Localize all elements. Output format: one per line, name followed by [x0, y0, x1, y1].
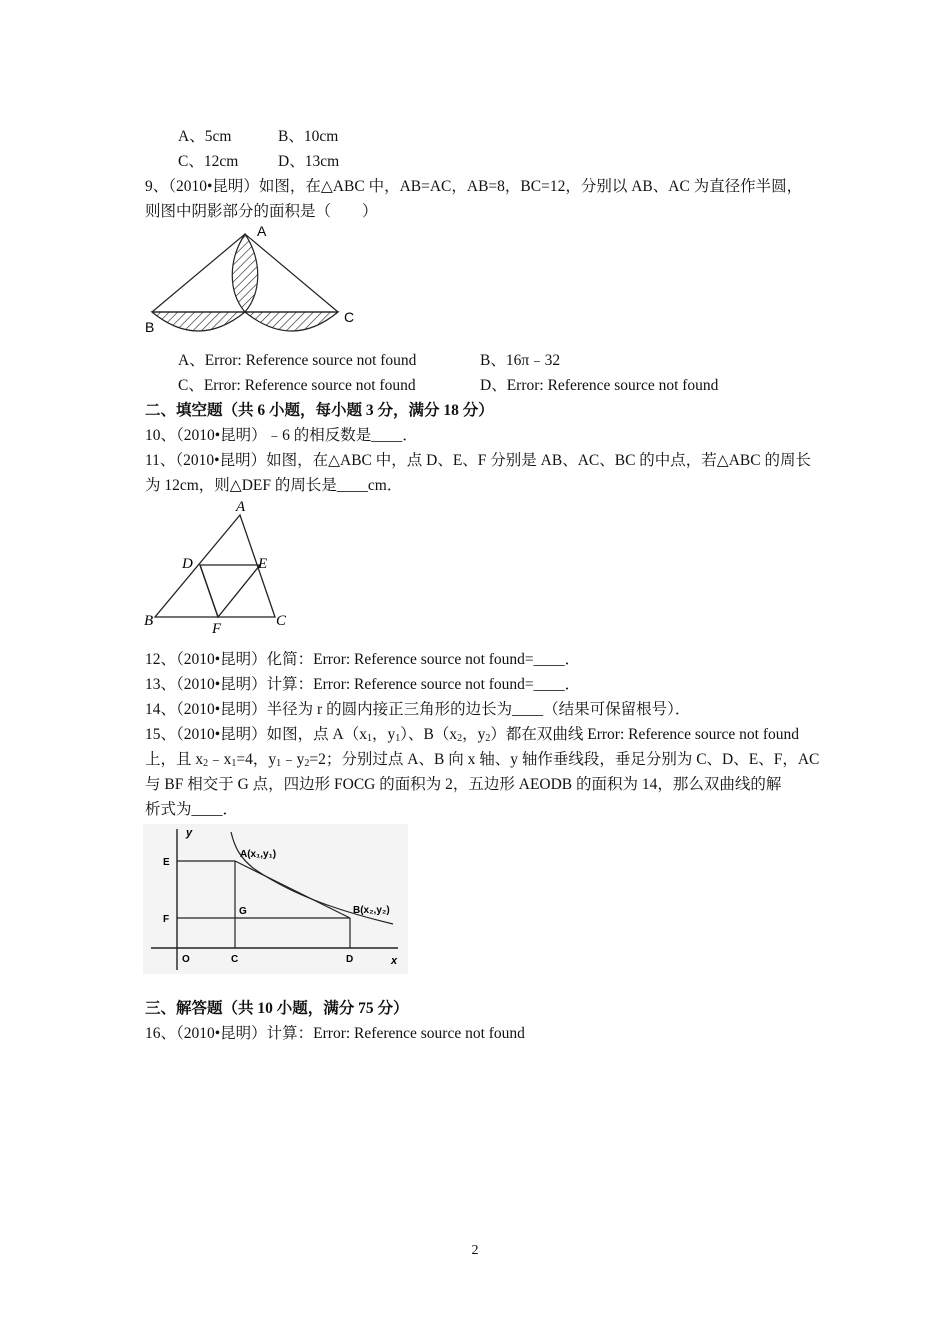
q8-option-a: A、5cm	[178, 128, 232, 145]
q15-label-y: y	[186, 827, 193, 839]
q11-label-c: C	[276, 613, 287, 629]
q8-option-b: B、10cm	[278, 128, 339, 145]
q11-label-a: A	[236, 499, 246, 515]
q15-figure	[143, 824, 408, 974]
q15-text-line2: 上，且 $x_2﹣x_1=4$，$y_1﹣y_2=2$；分别过点 A、B 向 x 轴、y 轴作垂线段，垂足分别为 C、D、E、F，AC	[145, 751, 820, 769]
q14-text: 14、（2010•昆明）半径为 r 的圆内接正三角形的边长为____（结果可保留根号）．	[145, 701, 691, 718]
q8-option-c: C、12cm	[178, 153, 239, 170]
q15-text-line3: 与 BF 相交于 G 点，四边形 FOCG 的面积为 2，五边形 AEODB 的面积为 14，那么双曲线的解	[145, 776, 782, 793]
q15-text-line4: 析式为____．	[145, 801, 239, 818]
q15-label-o: O	[182, 954, 190, 965]
q9-text-line1: 9、（2010•昆明）如图，在△ABC 中，AB=AC，AB=8，BC=12，分别以 AB、AC 为直径作半圆，	[145, 178, 803, 195]
q9-figure	[140, 222, 365, 342]
q15-label-c: C	[231, 954, 239, 965]
q9-text-line2: 则图中阴影部分的面积是（ ）	[145, 203, 378, 220]
q9-option-a: A、Error: Reference source not found	[178, 352, 417, 369]
q9-label-a: A	[257, 223, 267, 239]
q9-shaded-left	[152, 312, 245, 331]
page-number: 2	[471, 1243, 479, 1258]
q9-shaded-right	[245, 312, 338, 331]
q15-label-x: x	[391, 955, 398, 967]
q15-label-b: B(x₂,y₂)	[353, 905, 390, 916]
q10-text: 10、（2010•昆明）﹣6 的相反数是____．	[145, 427, 418, 444]
q15-text-line1: 15、（2010•昆明）如图，点 $A(x_1$，$y_1$）、$B(x_2$，$y_2$）都在双曲线 Error: Reference source not found	[145, 726, 799, 744]
q11-figure	[140, 497, 290, 637]
q15-label-a: A(x₁,y₁)	[240, 849, 277, 860]
q11-text-line1: 11、（2010•昆明）如图，在△ABC 中，点 D、E、F 分别是 AB、AC、BC 的中点，若△ABC 的周长	[145, 452, 811, 469]
q15-label-e: E	[163, 857, 170, 868]
q9-option-b: B、16π﹣32	[480, 352, 561, 369]
q9-label-c: C	[344, 309, 355, 325]
q15-label-d: D	[346, 954, 354, 965]
q15-label-f: F	[163, 914, 170, 925]
q11-label-b: B	[144, 613, 154, 629]
section-3-heading: 三、解答题（共 10 小题，满分 75 分）	[145, 1000, 409, 1017]
q11-text-line2: 为 12cm，则△DEF 的周长是____cm．	[145, 477, 403, 494]
q9-shaded-lens	[232, 234, 258, 312]
q16-text: 16、（2010•昆明）计算：Error: Reference source not found	[145, 1025, 525, 1042]
q9-option-d: D、Error: Reference source not found	[480, 377, 719, 394]
q11-label-e: E	[258, 556, 268, 572]
q8-option-d: D、13cm	[278, 153, 340, 170]
q9-option-c: C、Error: Reference source not found	[178, 377, 416, 394]
q11-label-d: D	[182, 556, 193, 572]
q11-triangle-abc	[155, 515, 275, 617]
section-2-heading: 二、填空题（共 6 小题，每小题 3 分，满分 18 分）	[145, 402, 494, 419]
q9-label-b: B	[145, 319, 155, 335]
q13-text: 13、（2010•昆明）计算：Error: Reference source not found=____．	[145, 676, 581, 693]
q15-label-g: G	[239, 906, 247, 917]
q12-text: 12、（2010•昆明）化简：Error: Reference source not found=____．	[145, 651, 581, 668]
q11-label-f: F	[212, 621, 222, 637]
